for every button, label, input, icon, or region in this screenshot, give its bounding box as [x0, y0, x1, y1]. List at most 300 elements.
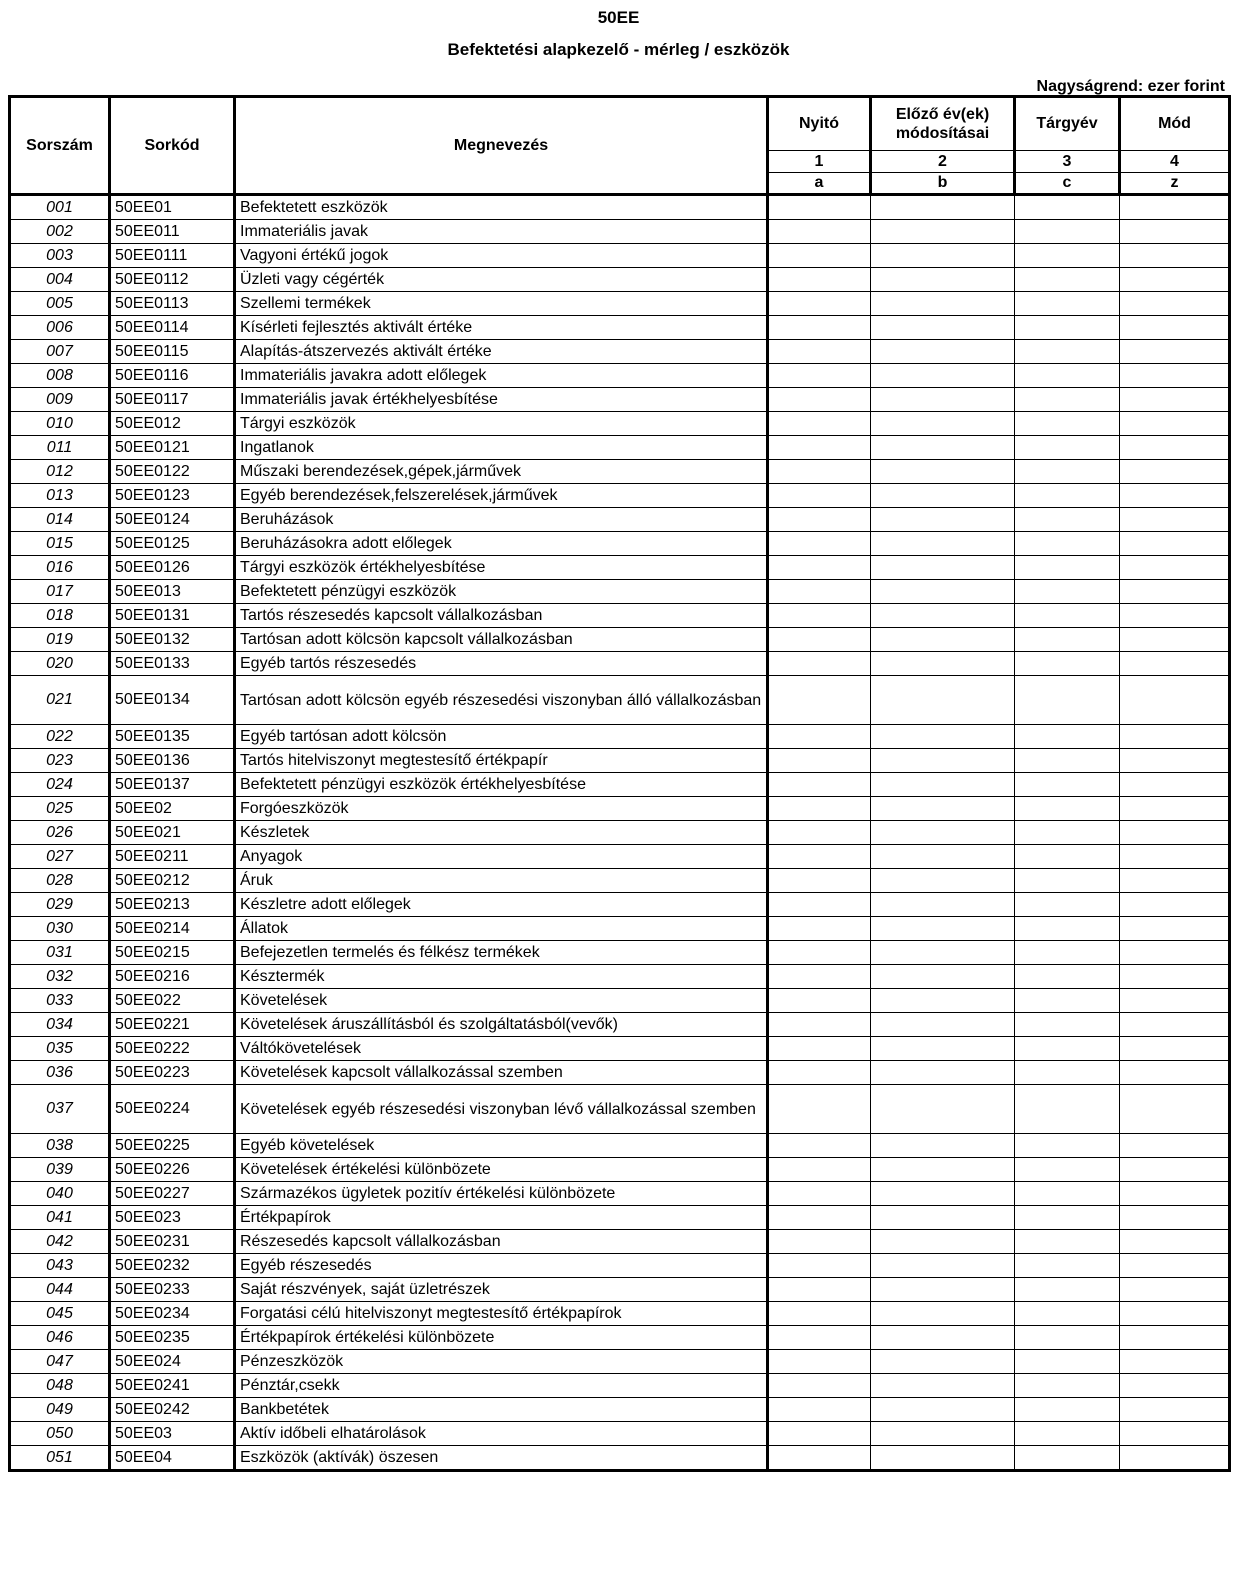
- table-row: [10, 1446, 1230, 1471]
- cell-mod[interactable]: [1120, 676, 1230, 725]
- table-row: [10, 364, 1230, 388]
- cell-elozo-ev[interactable]: [871, 604, 1015, 628]
- cell-mod[interactable]: [1120, 1085, 1230, 1134]
- row-sorszam: 006: [10, 316, 110, 340]
- cell-mod[interactable]: [1120, 340, 1230, 364]
- table-row: [10, 941, 1230, 965]
- cell-mod[interactable]: [1120, 220, 1230, 244]
- cell-targyev[interactable]: [1015, 628, 1120, 652]
- cell-elozo-ev[interactable]: [871, 917, 1015, 941]
- row-megnevezes: Egyéb berendezések,felszerelések,járművek: [235, 484, 768, 508]
- row-megnevezes: Immateriális javak: [235, 220, 768, 244]
- cell-mod[interactable]: [1120, 364, 1230, 388]
- row-sorkod: 50EE0242: [110, 1398, 235, 1422]
- cell-targyev[interactable]: [1015, 340, 1120, 364]
- row-sorkod: 50EE013: [110, 580, 235, 604]
- unit-note: Nagyságrend: ezer forint: [1036, 78, 1225, 95]
- row-sorszam: 014: [10, 508, 110, 532]
- table-row: [10, 508, 1230, 532]
- cell-nyito[interactable]: [768, 1278, 871, 1302]
- cell-targyev[interactable]: [1015, 1182, 1120, 1206]
- cell-mod[interactable]: [1120, 268, 1230, 292]
- cell-targyev[interactable]: [1015, 195, 1120, 220]
- cell-elozo-ev[interactable]: [871, 1158, 1015, 1182]
- cell-elozo-ev[interactable]: [871, 532, 1015, 556]
- cell-elozo-ev[interactable]: [871, 412, 1015, 436]
- cell-nyito[interactable]: [768, 508, 871, 532]
- cell-mod[interactable]: [1120, 1278, 1230, 1302]
- cell-mod[interactable]: [1120, 1350, 1230, 1374]
- cell-nyito[interactable]: [768, 965, 871, 989]
- cell-mod[interactable]: [1120, 989, 1230, 1013]
- cell-mod[interactable]: [1120, 604, 1230, 628]
- cell-elozo-ev[interactable]: [871, 1182, 1015, 1206]
- cell-elozo-ev[interactable]: [871, 388, 1015, 412]
- table-row: [10, 1013, 1230, 1037]
- cell-mod[interactable]: [1120, 436, 1230, 460]
- cell-targyev[interactable]: [1015, 797, 1120, 821]
- cell-mod[interactable]: [1120, 1206, 1230, 1230]
- cell-nyito[interactable]: [768, 845, 871, 869]
- cell-targyev[interactable]: [1015, 1374, 1120, 1398]
- cell-elozo-ev[interactable]: [871, 1422, 1015, 1446]
- row-megnevezes: Váltókövetelések: [235, 1037, 768, 1061]
- cell-elozo-ev[interactable]: [871, 244, 1015, 268]
- cell-targyev[interactable]: [1015, 1326, 1120, 1350]
- row-sorkod: 50EE0216: [110, 965, 235, 989]
- cell-targyev[interactable]: [1015, 580, 1120, 604]
- cell-mod[interactable]: [1120, 1398, 1230, 1422]
- cell-nyito[interactable]: [768, 460, 871, 484]
- cell-mod[interactable]: [1120, 1254, 1230, 1278]
- cell-elozo-ev[interactable]: [871, 965, 1015, 989]
- row-sorszam: 031: [10, 941, 110, 965]
- table-body: [10, 195, 1230, 1471]
- cell-mod[interactable]: [1120, 1326, 1230, 1350]
- row-sorkod: 50EE0222: [110, 1037, 235, 1061]
- row-megnevezes: Követelések egyéb részesedési viszonyban lévő vállalkozással szemben: [235, 1085, 768, 1134]
- cell-elozo-ev[interactable]: [871, 220, 1015, 244]
- cell-mod[interactable]: [1120, 652, 1230, 676]
- cell-mod[interactable]: [1120, 1061, 1230, 1085]
- header-num-4: 4: [1120, 151, 1230, 173]
- cell-mod[interactable]: [1120, 797, 1230, 821]
- cell-targyev[interactable]: [1015, 1254, 1120, 1278]
- cell-targyev[interactable]: [1015, 917, 1120, 941]
- cell-nyito[interactable]: [768, 1061, 871, 1085]
- cell-nyito[interactable]: [768, 1350, 871, 1374]
- cell-targyev[interactable]: [1015, 749, 1120, 773]
- table-row: [10, 244, 1230, 268]
- table-row: [10, 1302, 1230, 1326]
- row-sorkod: 50EE0111: [110, 244, 235, 268]
- cell-nyito[interactable]: [768, 1446, 871, 1471]
- cell-mod[interactable]: [1120, 725, 1230, 749]
- row-sorkod: 50EE0215: [110, 941, 235, 965]
- cell-mod[interactable]: [1120, 1158, 1230, 1182]
- cell-targyev[interactable]: [1015, 364, 1120, 388]
- cell-targyev[interactable]: [1015, 652, 1120, 676]
- row-sorkod: 50EE0137: [110, 773, 235, 797]
- row-megnevezes: Tartós hitelviszonyt megtestesítő értékpapír: [235, 749, 768, 773]
- row-sorszam: 012: [10, 460, 110, 484]
- cell-mod[interactable]: [1120, 388, 1230, 412]
- cell-mod[interactable]: [1120, 195, 1230, 220]
- cell-mod[interactable]: [1120, 1446, 1230, 1471]
- cell-elozo-ev[interactable]: [871, 773, 1015, 797]
- cell-mod[interactable]: [1120, 1013, 1230, 1037]
- cell-nyito[interactable]: [768, 1326, 871, 1350]
- cell-nyito[interactable]: [768, 1182, 871, 1206]
- row-sorszam: 011: [10, 436, 110, 460]
- table-row: [10, 1374, 1230, 1398]
- cell-elozo-ev[interactable]: [871, 580, 1015, 604]
- cell-nyito[interactable]: [768, 316, 871, 340]
- row-sorszam: 046: [10, 1326, 110, 1350]
- row-sorkod: 50EE0124: [110, 508, 235, 532]
- row-megnevezes: Befektetett pénzügyi eszközök értékhelyesbítése: [235, 773, 768, 797]
- row-sorkod: 50EE0135: [110, 725, 235, 749]
- row-megnevezes: Pénzeszközök: [235, 1350, 768, 1374]
- table-row: [10, 676, 1230, 725]
- header-nyito: Nyitó: [768, 97, 871, 151]
- table-row: [10, 1061, 1230, 1085]
- cell-mod[interactable]: [1120, 917, 1230, 941]
- cell-elozo-ev[interactable]: [871, 1206, 1015, 1230]
- cell-mod[interactable]: [1120, 749, 1230, 773]
- cell-nyito[interactable]: [768, 580, 871, 604]
- cell-nyito[interactable]: [768, 941, 871, 965]
- cell-mod[interactable]: [1120, 845, 1230, 869]
- cell-nyito[interactable]: [768, 749, 871, 773]
- cell-elozo-ev[interactable]: [871, 340, 1015, 364]
- cell-mod[interactable]: [1120, 1422, 1230, 1446]
- cell-mod[interactable]: [1120, 556, 1230, 580]
- cell-targyev[interactable]: [1015, 845, 1120, 869]
- cell-mod[interactable]: [1120, 893, 1230, 917]
- table-row: [10, 484, 1230, 508]
- table-row: [10, 604, 1230, 628]
- cell-elozo-ev[interactable]: [871, 869, 1015, 893]
- table-row: [10, 869, 1230, 893]
- cell-nyito[interactable]: [768, 1085, 871, 1134]
- cell-targyev[interactable]: [1015, 604, 1120, 628]
- header-num-2: 2: [871, 151, 1015, 173]
- cell-elozo-ev[interactable]: [871, 941, 1015, 965]
- header-letter-z: z: [1120, 173, 1230, 195]
- header-letter-a: a: [768, 173, 871, 195]
- table-row: [10, 1037, 1230, 1061]
- cell-nyito[interactable]: [768, 893, 871, 917]
- cell-mod[interactable]: [1120, 580, 1230, 604]
- cell-targyev[interactable]: [1015, 1037, 1120, 1061]
- cell-targyev[interactable]: [1015, 316, 1120, 340]
- cell-elozo-ev[interactable]: [871, 508, 1015, 532]
- cell-nyito[interactable]: [768, 604, 871, 628]
- cell-nyito[interactable]: [768, 797, 871, 821]
- table-row: [10, 845, 1230, 869]
- row-sorszam: 019: [10, 628, 110, 652]
- cell-nyito[interactable]: [768, 364, 871, 388]
- cell-nyito[interactable]: [768, 292, 871, 316]
- cell-elozo-ev[interactable]: [871, 195, 1015, 220]
- cell-nyito[interactable]: [768, 532, 871, 556]
- cell-elozo-ev[interactable]: [871, 628, 1015, 652]
- cell-mod[interactable]: [1120, 1134, 1230, 1158]
- cell-nyito[interactable]: [768, 989, 871, 1013]
- cell-elozo-ev[interactable]: [871, 268, 1015, 292]
- row-sorszam: 030: [10, 917, 110, 941]
- cell-mod[interactable]: [1120, 484, 1230, 508]
- row-megnevezes: Ingatlanok: [235, 436, 768, 460]
- cell-elozo-ev[interactable]: [871, 436, 1015, 460]
- cell-nyito[interactable]: [768, 1013, 871, 1037]
- row-megnevezes: Beruházásokra adott előlegek: [235, 532, 768, 556]
- row-sorszam: 040: [10, 1182, 110, 1206]
- cell-nyito[interactable]: [768, 1206, 871, 1230]
- cell-targyev[interactable]: [1015, 1085, 1120, 1134]
- cell-mod[interactable]: [1120, 628, 1230, 652]
- cell-nyito[interactable]: [768, 268, 871, 292]
- row-sorkod: 50EE0224: [110, 1085, 235, 1134]
- row-sorkod: 50EE0225: [110, 1134, 235, 1158]
- cell-elozo-ev[interactable]: [871, 1254, 1015, 1278]
- cell-targyev[interactable]: [1015, 1422, 1120, 1446]
- cell-nyito[interactable]: [768, 556, 871, 580]
- row-megnevezes: Késztermék: [235, 965, 768, 989]
- cell-targyev[interactable]: [1015, 773, 1120, 797]
- row-sorkod: 50EE0122: [110, 460, 235, 484]
- cell-elozo-ev[interactable]: [871, 1278, 1015, 1302]
- cell-elozo-ev[interactable]: [871, 725, 1015, 749]
- cell-mod[interactable]: [1120, 1302, 1230, 1326]
- cell-nyito[interactable]: [768, 725, 871, 749]
- table-row: [10, 797, 1230, 821]
- form-code: 50EE: [597, 8, 640, 27]
- row-sorkod: 50EE0226: [110, 1158, 235, 1182]
- row-megnevezes: Anyagok: [235, 845, 768, 869]
- cell-nyito[interactable]: [768, 220, 871, 244]
- cell-nyito[interactable]: [768, 821, 871, 845]
- table-row: [10, 1158, 1230, 1182]
- cell-targyev[interactable]: [1015, 484, 1120, 508]
- cell-elozo-ev[interactable]: [871, 1302, 1015, 1326]
- cell-mod[interactable]: [1120, 316, 1230, 340]
- cell-nyito[interactable]: [768, 1374, 871, 1398]
- cell-elozo-ev[interactable]: [871, 821, 1015, 845]
- cell-mod[interactable]: [1120, 460, 1230, 484]
- cell-mod[interactable]: [1120, 1374, 1230, 1398]
- table-row: [10, 1230, 1230, 1254]
- cell-nyito[interactable]: [768, 1422, 871, 1446]
- cell-elozo-ev[interactable]: [871, 1134, 1015, 1158]
- cell-targyev[interactable]: [1015, 460, 1120, 484]
- row-sorszam: 004: [10, 268, 110, 292]
- row-megnevezes: Tárgyi eszközök értékhelyesbítése: [235, 556, 768, 580]
- cell-mod[interactable]: [1120, 941, 1230, 965]
- table-row: [10, 268, 1230, 292]
- table-row: [10, 965, 1230, 989]
- cell-nyito[interactable]: [768, 1398, 871, 1422]
- cell-elozo-ev[interactable]: [871, 1230, 1015, 1254]
- row-megnevezes: Követelések: [235, 989, 768, 1013]
- cell-targyev[interactable]: [1015, 1206, 1120, 1230]
- cell-elozo-ev[interactable]: [871, 1374, 1015, 1398]
- cell-targyev[interactable]: [1015, 1278, 1120, 1302]
- cell-elozo-ev[interactable]: [871, 292, 1015, 316]
- cell-targyev[interactable]: [1015, 676, 1120, 725]
- cell-targyev[interactable]: [1015, 1230, 1120, 1254]
- balance-sheet-table: [8, 95, 1231, 1472]
- cell-nyito[interactable]: [768, 436, 871, 460]
- cell-nyito[interactable]: [768, 195, 871, 220]
- cell-mod[interactable]: [1120, 1182, 1230, 1206]
- cell-mod[interactable]: [1120, 532, 1230, 556]
- cell-mod[interactable]: [1120, 869, 1230, 893]
- table-row: [10, 412, 1230, 436]
- row-megnevezes: Áruk: [235, 869, 768, 893]
- cell-targyev[interactable]: [1015, 1350, 1120, 1374]
- row-sorkod: 50EE0213: [110, 893, 235, 917]
- cell-elozo-ev[interactable]: [871, 1446, 1015, 1471]
- cell-mod[interactable]: [1120, 821, 1230, 845]
- cell-targyev[interactable]: [1015, 965, 1120, 989]
- table-row: [10, 220, 1230, 244]
- cell-elozo-ev[interactable]: [871, 1085, 1015, 1134]
- cell-nyito[interactable]: [768, 484, 871, 508]
- row-sorkod: 50EE0231: [110, 1230, 235, 1254]
- row-megnevezes: Befektetett eszközök: [235, 195, 768, 220]
- table-row: [10, 628, 1230, 652]
- cell-targyev[interactable]: [1015, 1398, 1120, 1422]
- cell-nyito[interactable]: [768, 652, 871, 676]
- row-megnevezes: Aktív időbeli elhatárolások: [235, 1422, 768, 1446]
- cell-targyev[interactable]: [1015, 220, 1120, 244]
- cell-nyito[interactable]: [768, 1302, 871, 1326]
- row-sorszam: 051: [10, 1446, 110, 1471]
- row-megnevezes: Forgatási célú hitelviszonyt megtestesítő értékpapírok: [235, 1302, 768, 1326]
- row-sorszam: 048: [10, 1374, 110, 1398]
- row-megnevezes: Műszaki berendezések,gépek,járművek: [235, 460, 768, 484]
- cell-mod[interactable]: [1120, 1037, 1230, 1061]
- cell-targyev[interactable]: [1015, 1061, 1120, 1085]
- row-sorkod: 50EE0223: [110, 1061, 235, 1085]
- cell-mod[interactable]: [1120, 412, 1230, 436]
- cell-nyito[interactable]: [768, 869, 871, 893]
- cell-nyito[interactable]: [768, 1158, 871, 1182]
- cell-elozo-ev[interactable]: [871, 1013, 1015, 1037]
- cell-targyev[interactable]: [1015, 1446, 1120, 1471]
- cell-targyev[interactable]: [1015, 1013, 1120, 1037]
- cell-targyev[interactable]: [1015, 869, 1120, 893]
- cell-nyito[interactable]: [768, 1230, 871, 1254]
- cell-targyev[interactable]: [1015, 244, 1120, 268]
- cell-nyito[interactable]: [768, 628, 871, 652]
- row-sorkod: 50EE0121: [110, 436, 235, 460]
- cell-targyev[interactable]: [1015, 941, 1120, 965]
- row-sorszam: 018: [10, 604, 110, 628]
- cell-targyev[interactable]: [1015, 436, 1120, 460]
- cell-targyev[interactable]: [1015, 1158, 1120, 1182]
- cell-elozo-ev[interactable]: [871, 652, 1015, 676]
- row-sorkod: 50EE0233: [110, 1278, 235, 1302]
- cell-nyito[interactable]: [768, 244, 871, 268]
- cell-nyito[interactable]: [768, 1037, 871, 1061]
- cell-mod[interactable]: [1120, 1230, 1230, 1254]
- table-row: [10, 749, 1230, 773]
- row-sorkod: 50EE0123: [110, 484, 235, 508]
- cell-nyito[interactable]: [768, 676, 871, 725]
- cell-elozo-ev[interactable]: [871, 1398, 1015, 1422]
- cell-targyev[interactable]: [1015, 1302, 1120, 1326]
- row-megnevezes: Egyéb követelések: [235, 1134, 768, 1158]
- cell-targyev[interactable]: [1015, 1134, 1120, 1158]
- cell-targyev[interactable]: [1015, 532, 1120, 556]
- cell-elozo-ev[interactable]: [871, 316, 1015, 340]
- cell-mod[interactable]: [1120, 508, 1230, 532]
- cell-targyev[interactable]: [1015, 893, 1120, 917]
- cell-mod[interactable]: [1120, 292, 1230, 316]
- cell-targyev[interactable]: [1015, 508, 1120, 532]
- row-sorkod: 50EE021: [110, 821, 235, 845]
- row-megnevezes: Értékpapírok értékelési különbözete: [235, 1326, 768, 1350]
- row-sorkod: 50EE0133: [110, 652, 235, 676]
- cell-nyito[interactable]: [768, 1134, 871, 1158]
- cell-elozo-ev[interactable]: [871, 893, 1015, 917]
- cell-elozo-ev[interactable]: [871, 364, 1015, 388]
- cell-targyev[interactable]: [1015, 268, 1120, 292]
- cell-elozo-ev[interactable]: [871, 1061, 1015, 1085]
- row-sorszam: 013: [10, 484, 110, 508]
- table-row: [10, 1182, 1230, 1206]
- cell-mod[interactable]: [1120, 773, 1230, 797]
- table-row: [10, 292, 1230, 316]
- cell-targyev[interactable]: [1015, 989, 1120, 1013]
- row-megnevezes: Egyéb tartósan adott kölcsön: [235, 725, 768, 749]
- cell-elozo-ev[interactable]: [871, 484, 1015, 508]
- cell-elozo-ev[interactable]: [871, 1326, 1015, 1350]
- cell-targyev[interactable]: [1015, 556, 1120, 580]
- cell-targyev[interactable]: [1015, 412, 1120, 436]
- cell-elozo-ev[interactable]: [871, 989, 1015, 1013]
- cell-nyito[interactable]: [768, 773, 871, 797]
- row-megnevezes: Vagyoni értékű jogok: [235, 244, 768, 268]
- cell-nyito[interactable]: [768, 412, 871, 436]
- cell-elozo-ev[interactable]: [871, 460, 1015, 484]
- cell-nyito[interactable]: [768, 1254, 871, 1278]
- row-sorszam: 028: [10, 869, 110, 893]
- row-megnevezes: Immateriális javakra adott előlegek: [235, 364, 768, 388]
- cell-mod[interactable]: [1120, 244, 1230, 268]
- cell-targyev[interactable]: [1015, 821, 1120, 845]
- cell-targyev[interactable]: [1015, 725, 1120, 749]
- cell-targyev[interactable]: [1015, 292, 1120, 316]
- cell-mod[interactable]: [1120, 965, 1230, 989]
- cell-nyito[interactable]: [768, 340, 871, 364]
- cell-elozo-ev[interactable]: [871, 556, 1015, 580]
- cell-elozo-ev[interactable]: [871, 797, 1015, 821]
- cell-elozo-ev[interactable]: [871, 1350, 1015, 1374]
- cell-elozo-ev[interactable]: [871, 749, 1015, 773]
- cell-nyito[interactable]: [768, 388, 871, 412]
- row-megnevezes: Szellemi termékek: [235, 292, 768, 316]
- cell-targyev[interactable]: [1015, 388, 1120, 412]
- cell-elozo-ev[interactable]: [871, 1037, 1015, 1061]
- cell-elozo-ev[interactable]: [871, 845, 1015, 869]
- row-megnevezes: Tartós részesedés kapcsolt vállalkozásban: [235, 604, 768, 628]
- cell-elozo-ev[interactable]: [871, 676, 1015, 725]
- cell-nyito[interactable]: [768, 917, 871, 941]
